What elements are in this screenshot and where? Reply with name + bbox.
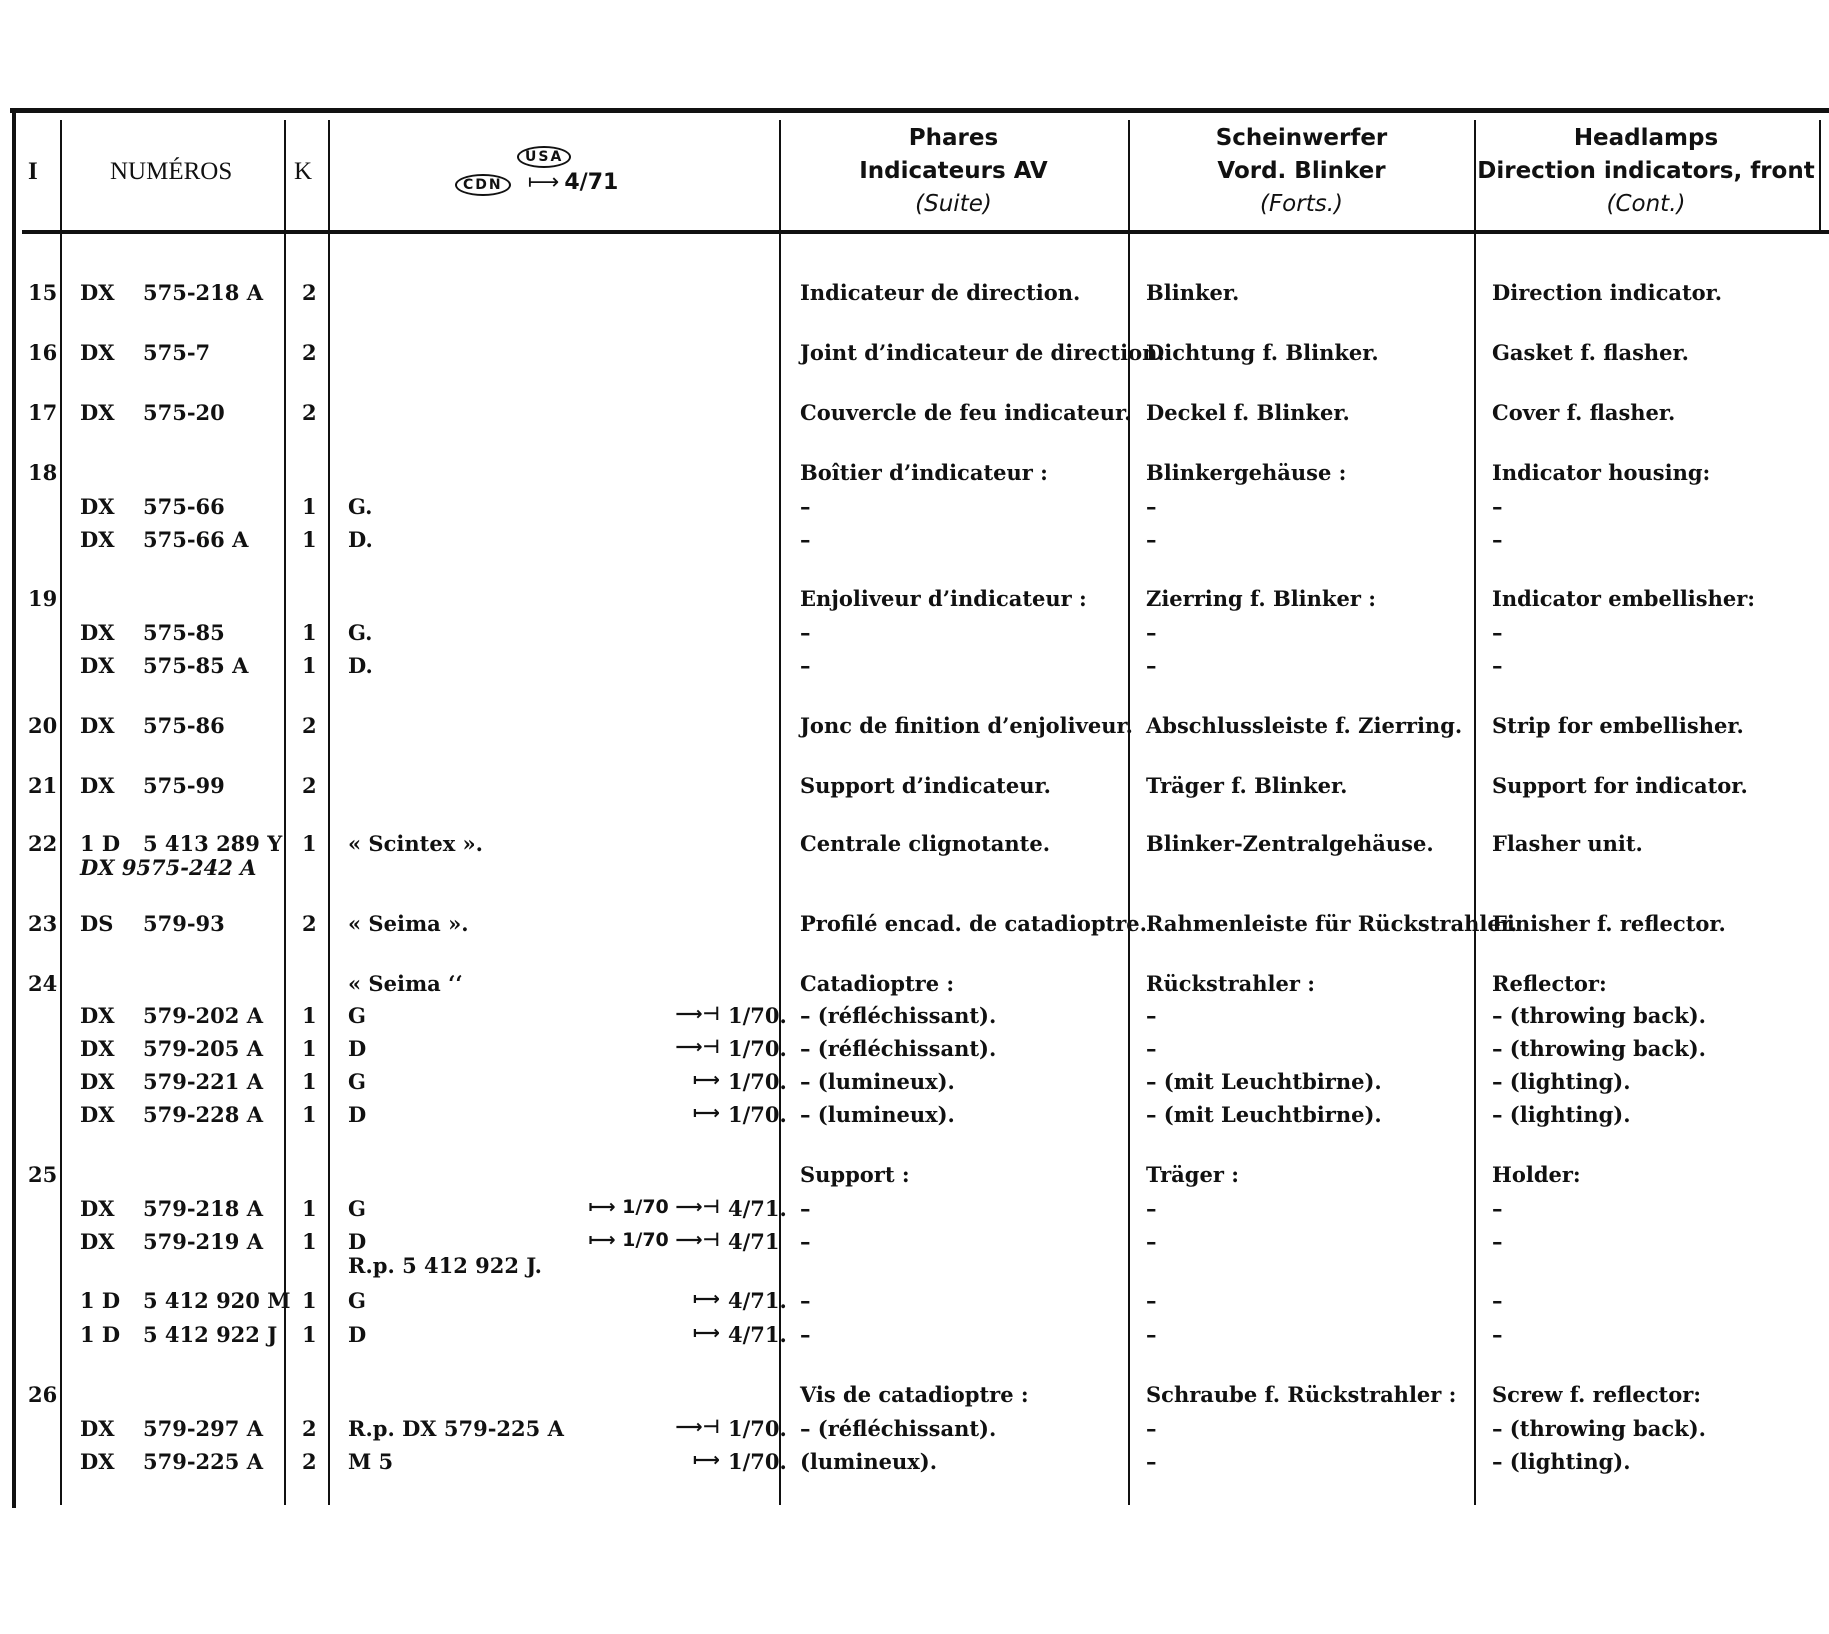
desc-fr: Couvercle de feu indicateur.: [800, 400, 1132, 425]
desc-en: –: [1492, 527, 1503, 552]
header-fr-sub: (Suite): [915, 191, 992, 217]
desc-en: –: [1492, 1196, 1503, 1221]
header-col-index: I: [28, 158, 38, 185]
desc-de: Träger f. Blinker.: [1146, 773, 1348, 798]
part-prefix: DX: [80, 1229, 115, 1254]
divider-en: [1819, 120, 1821, 230]
validity-arrow-icon: ⟼ 1/70 ⟶⊣: [588, 1229, 720, 1251]
desc-fr: Jonc de finition d’enjoliveur.: [800, 713, 1133, 738]
part-number: 579-219 A: [143, 1229, 263, 1254]
validity-arrow-icon: ⟼: [692, 1069, 720, 1091]
header-de-title-1: Scheinwerfer: [1215, 125, 1388, 151]
desc-en: – (lighting).: [1492, 1449, 1631, 1474]
header-fr-title-1: Phares: [908, 125, 999, 151]
desc-en: Indicator housing:: [1492, 460, 1711, 485]
desc-fr: –: [800, 494, 811, 519]
desc-de: Abschlussleiste f. Zierring.: [1146, 713, 1463, 738]
desc-en: Strip for embellisher.: [1492, 713, 1744, 738]
row-index: 21: [28, 773, 58, 798]
row-note: « Seima ‘‘: [348, 971, 463, 996]
part-number: 575-86: [143, 713, 225, 738]
row-note: D: [348, 1229, 367, 1254]
validity-arrow-icon: ⟼: [692, 1288, 720, 1310]
top-rule: [10, 108, 1829, 113]
desc-en: Holder:: [1492, 1162, 1581, 1187]
part-prefix: DX: [80, 494, 115, 519]
part-number: 575-85: [143, 620, 225, 645]
desc-en: Reflector:: [1492, 971, 1607, 996]
desc-fr: – (réfléchissant).: [800, 1003, 997, 1028]
part-prefix: DX: [80, 653, 115, 678]
quantity-k: 1: [302, 1288, 317, 1313]
part-number: 579-218 A: [143, 1196, 263, 1221]
quantity-k: 1: [302, 831, 317, 856]
part-prefix: 1 D: [80, 1322, 121, 1347]
alt-part-number: DX 9575-242 A: [80, 855, 257, 880]
row-index: 17: [28, 400, 58, 425]
row-index: 23: [28, 911, 58, 936]
desc-de: Rückstrahler :: [1146, 971, 1315, 996]
desc-de: – (mit Leuchtbirne).: [1146, 1102, 1382, 1127]
cdn-badge: CDN: [455, 174, 511, 196]
desc-en: – (lighting).: [1492, 1069, 1631, 1094]
desc-en: –: [1492, 1322, 1503, 1347]
row-note: D: [348, 1102, 367, 1127]
part-number: 5 413 289 Y: [143, 831, 283, 856]
part-number: 579-202 A: [143, 1003, 263, 1028]
validity-arrow-icon: ⟶⊣: [675, 1416, 720, 1438]
header-fr: [781, 122, 1126, 221]
part-number: 575-20: [143, 400, 225, 425]
desc-en: –: [1492, 620, 1503, 645]
part-prefix: DX: [80, 280, 115, 305]
desc-en: Flasher unit.: [1492, 831, 1643, 856]
desc-de: Schraube f. Rückstrahler :: [1146, 1382, 1457, 1407]
part-prefix: DS: [80, 911, 114, 936]
desc-en: –: [1492, 494, 1503, 519]
desc-en: – (throwing back).: [1492, 1416, 1706, 1441]
desc-de: Blinker-Zentralgehäuse.: [1146, 831, 1434, 856]
part-prefix: DX: [80, 1102, 115, 1127]
quantity-k: 1: [302, 653, 317, 678]
row-index: 25: [28, 1162, 58, 1187]
part-number: 579-221 A: [143, 1069, 263, 1094]
row-index: 22: [28, 831, 58, 856]
quantity-k: 1: [302, 1036, 317, 1061]
validity-date: 1/70.: [728, 1102, 787, 1127]
part-number: 575-66: [143, 494, 225, 519]
desc-fr: Support :: [800, 1162, 910, 1187]
quantity-k: 1: [302, 1102, 317, 1127]
desc-de: –: [1146, 1196, 1157, 1221]
divider-idx: [60, 120, 62, 1505]
part-prefix: DX: [80, 1449, 115, 1474]
part-number: 579-225 A: [143, 1449, 263, 1474]
row-note: D: [348, 1036, 367, 1061]
desc-en: –: [1492, 653, 1503, 678]
part-number: 575-66 A: [143, 527, 249, 552]
row-note-2: R.p. 5 412 922 J.: [348, 1253, 542, 1278]
desc-de: Träger :: [1146, 1162, 1239, 1187]
header-col-numeros: NUMÉROS: [110, 158, 233, 185]
quantity-k: 2: [302, 1449, 317, 1474]
validity-date: 1/70.: [728, 1003, 787, 1028]
desc-fr: –: [800, 527, 811, 552]
quantity-k: 1: [302, 527, 317, 552]
part-prefix: DX: [80, 1036, 115, 1061]
part-number: 579-205 A: [143, 1036, 263, 1061]
from-date-arrow-icon: ⟼: [527, 170, 560, 195]
desc-de: Deckel f. Blinker.: [1146, 400, 1350, 425]
desc-en: –: [1492, 1288, 1503, 1313]
part-number: 5 412 920 M: [143, 1288, 291, 1313]
desc-en: Screw f. reflector:: [1492, 1382, 1702, 1407]
row-index: 24: [28, 971, 58, 996]
row-index: 15: [28, 280, 58, 305]
validity-arrow-icon: ⟼: [692, 1322, 720, 1344]
part-prefix: DX: [80, 527, 115, 552]
validity-arrow-icon: ⟶⊣: [675, 1036, 720, 1058]
desc-de: –: [1146, 653, 1157, 678]
header-en-title-2: Direction indicators, front: [1477, 158, 1815, 184]
desc-en: Gasket f. flasher.: [1492, 340, 1689, 365]
row-note: M 5: [348, 1449, 394, 1474]
validity-date: 1/70.: [728, 1069, 787, 1094]
desc-fr: Catadioptre :: [800, 971, 955, 996]
desc-en: – (lighting).: [1492, 1102, 1631, 1127]
quantity-k: 2: [302, 280, 317, 305]
desc-en: – (throwing back).: [1492, 1003, 1706, 1028]
part-prefix: DX: [80, 1069, 115, 1094]
desc-de: –: [1146, 1036, 1157, 1061]
desc-de: Dichtung f. Blinker.: [1146, 340, 1379, 365]
desc-de: –: [1146, 1003, 1157, 1028]
row-index: 19: [28, 586, 58, 611]
row-note: D: [348, 1322, 367, 1347]
desc-fr: –: [800, 1196, 811, 1221]
desc-fr: Enjoliveur d’indicateur :: [800, 586, 1087, 611]
desc-de: Blinkergehäuse :: [1146, 460, 1347, 485]
header-de-sub: (Forts.): [1259, 191, 1343, 217]
desc-fr: Joint d’indicateur de direction.: [800, 340, 1165, 365]
header-rule: [22, 230, 1829, 234]
desc-fr: – (réfléchissant).: [800, 1416, 997, 1441]
quantity-k: 1: [302, 1003, 317, 1028]
desc-fr: – (lumineux).: [800, 1069, 955, 1094]
part-number: 575-218 A: [143, 280, 263, 305]
desc-de: –: [1146, 1416, 1157, 1441]
desc-de: –: [1146, 1288, 1157, 1313]
part-prefix: 1 D: [80, 1288, 121, 1313]
desc-en: – (throwing back).: [1492, 1036, 1706, 1061]
quantity-k: 1: [302, 1196, 317, 1221]
desc-fr: Profilé encad. de catadioptre.: [800, 911, 1147, 936]
part-prefix: DX: [80, 713, 115, 738]
desc-de: Blinker.: [1146, 280, 1240, 305]
part-number: 5 412 922 J: [143, 1322, 278, 1347]
quantity-k: 2: [302, 713, 317, 738]
validity-arrow-icon: ⟼ 1/70 ⟶⊣: [588, 1196, 720, 1218]
divider-k: [328, 120, 330, 1505]
divider-de: [1474, 120, 1476, 1505]
left-border: [12, 108, 16, 1508]
row-note: G.: [348, 494, 373, 519]
desc-fr: –: [800, 1288, 811, 1313]
market-validity: [455, 146, 655, 196]
row-note: G: [348, 1288, 366, 1313]
part-prefix: DX: [80, 773, 115, 798]
row-index: 20: [28, 713, 58, 738]
desc-fr: (lumineux).: [800, 1449, 938, 1474]
desc-de: –: [1146, 620, 1157, 645]
desc-en: Finisher f. reflector.: [1492, 911, 1726, 936]
market-date: 4/71: [564, 170, 619, 195]
row-index: 16: [28, 340, 58, 365]
desc-fr: –: [800, 653, 811, 678]
desc-de: Rahmenleiste für Rückstrahler.: [1146, 911, 1518, 936]
part-prefix: DX: [80, 1196, 115, 1221]
part-number: 579-297 A: [143, 1416, 263, 1441]
quantity-k: 2: [302, 1416, 317, 1441]
header-col-k: K: [294, 158, 313, 185]
desc-fr: –: [800, 620, 811, 645]
part-prefix: 1 D: [80, 831, 121, 856]
quantity-k: 1: [302, 1322, 317, 1347]
row-note: D.: [348, 527, 373, 552]
validity-date: 1/70.: [728, 1449, 787, 1474]
desc-fr: Vis de catadioptre :: [800, 1382, 1029, 1407]
row-note: G.: [348, 620, 373, 645]
quantity-k: 2: [302, 340, 317, 365]
validity-date: 4/71.: [728, 1196, 787, 1221]
validity-date: 4/71.: [728, 1288, 787, 1313]
part-prefix: DX: [80, 1416, 115, 1441]
part-number: 575-85 A: [143, 653, 249, 678]
row-note: R.p. DX 579-225 A: [348, 1416, 564, 1441]
quantity-k: 2: [302, 911, 317, 936]
header-en-sub: (Cont.): [1606, 191, 1686, 217]
validity-arrow-icon: ⟼: [692, 1449, 720, 1471]
header-de-title-2: Vord. Blinker: [1217, 158, 1386, 184]
row-note: G: [348, 1003, 366, 1028]
desc-fr: – (lumineux).: [800, 1102, 955, 1127]
validity-date: 4/71: [728, 1229, 780, 1254]
desc-de: Zierring f. Blinker :: [1146, 586, 1376, 611]
desc-de: –: [1146, 1229, 1157, 1254]
desc-de: –: [1146, 494, 1157, 519]
header-en: [1476, 122, 1816, 221]
part-number: 575-7: [143, 340, 211, 365]
desc-de: –: [1146, 527, 1157, 552]
desc-fr: Indicateur de direction.: [800, 280, 1081, 305]
row-note: « Seima ».: [348, 911, 469, 936]
part-number: 575-99: [143, 773, 225, 798]
validity-arrow-icon: ⟶⊣: [675, 1003, 720, 1025]
row-note: G: [348, 1196, 366, 1221]
validity-date: 4/71.: [728, 1322, 787, 1347]
row-note: « Scintex ».: [348, 831, 483, 856]
quantity-k: 2: [302, 773, 317, 798]
desc-en: Support for indicator.: [1492, 773, 1748, 798]
desc-fr: –: [800, 1322, 811, 1347]
row-note: G: [348, 1069, 366, 1094]
usa-badge: USA: [517, 146, 571, 168]
desc-de: –: [1146, 1449, 1157, 1474]
quantity-k: 1: [302, 1069, 317, 1094]
part-prefix: DX: [80, 620, 115, 645]
desc-fr: –: [800, 1229, 811, 1254]
divider-fr: [1128, 120, 1130, 1505]
desc-en: Direction indicator.: [1492, 280, 1723, 305]
header-de: [1130, 122, 1473, 221]
validity-date: 1/70.: [728, 1036, 787, 1061]
desc-de: –: [1146, 1322, 1157, 1347]
part-prefix: DX: [80, 1003, 115, 1028]
desc-fr: – (réfléchissant).: [800, 1036, 997, 1061]
part-prefix: DX: [80, 400, 115, 425]
desc-fr: Support d’indicateur.: [800, 773, 1051, 798]
row-index: 18: [28, 460, 58, 485]
part-number: 579-93: [143, 911, 225, 936]
validity-arrow-icon: ⟼: [692, 1102, 720, 1124]
desc-en: –: [1492, 1229, 1503, 1254]
row-index: 26: [28, 1382, 58, 1407]
part-number: 579-228 A: [143, 1102, 263, 1127]
validity-date: 1/70.: [728, 1416, 787, 1441]
quantity-k: 2: [302, 400, 317, 425]
quantity-k: 1: [302, 620, 317, 645]
part-prefix: DX: [80, 340, 115, 365]
desc-en: Indicator embellisher:: [1492, 586, 1756, 611]
desc-de: – (mit Leuchtbirne).: [1146, 1069, 1382, 1094]
header-en-title-1: Headlamps: [1573, 125, 1719, 151]
row-note: D.: [348, 653, 373, 678]
quantity-k: 1: [302, 1229, 317, 1254]
quantity-k: 1: [302, 494, 317, 519]
desc-fr: Boîtier d’indicateur :: [800, 460, 1048, 485]
desc-en: Cover f. flasher.: [1492, 400, 1676, 425]
desc-fr: Centrale clignotante.: [800, 831, 1051, 856]
header-fr-title-2: Indicateurs AV: [859, 158, 1048, 184]
